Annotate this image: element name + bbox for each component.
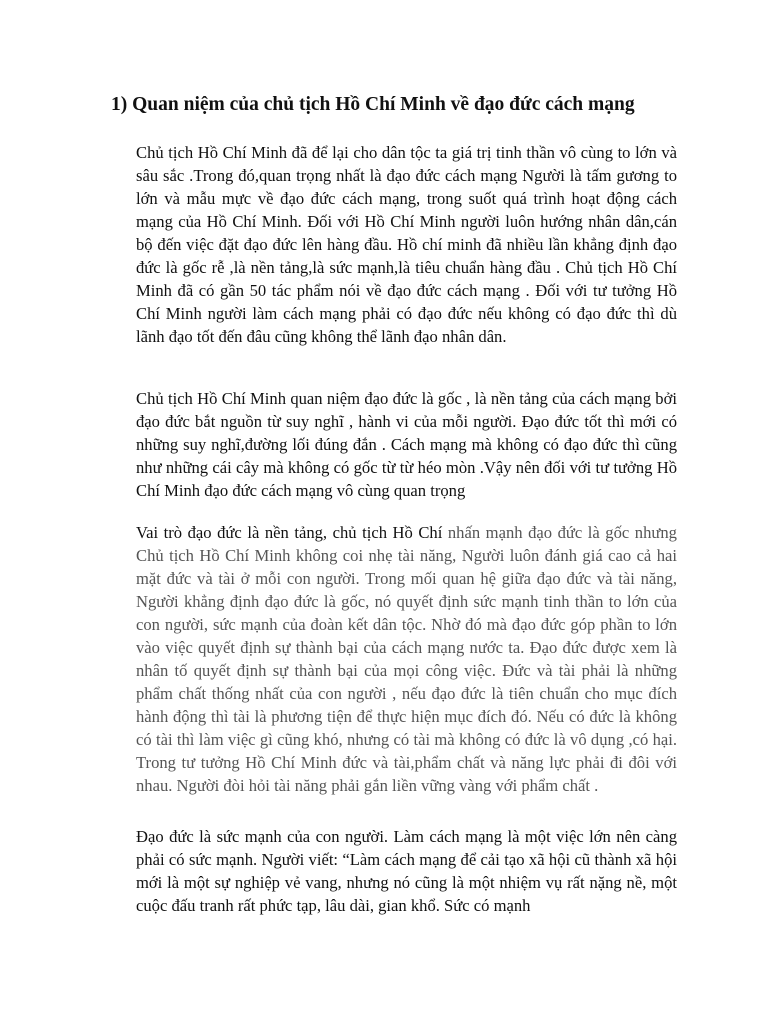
paragraph-4: Đạo đức là sức mạnh của con người. Làm cách mạng là một việc lớn nên càng phải có sức mạnh. Người viết: “Làm cách mạng để cải tạo xã hội cũ thành xã hội mới là một sự nghiệp vẻ vang, nhưng nó cũng là một nhiệm vụ rất nặng nề, một cuộc đấu tranh rất phức tạp, lâu dài, gian khổ. Sức có mạnh [136,827,677,915]
paragraph-3-lead: Vai trò đạo đức là nền tảng, chủ tịch Hồ Chí [136,523,448,542]
paragraph-2: Chủ tịch Hồ Chí Minh quan niệm đạo đức là gốc , là nền tảng của cách mạng bởi đạo đức bắt nguồn từ suy nghĩ , hành vi của mỗi người. Đạo đức tốt thì mới có những suy nghĩ,đường lối đúng đắn . Cách mạng mà không có đạo đức thì cũng như những cái cây mà không có gốc từ từ héo mòn .Vậy nên đối với tư tưởng Hồ Chí Minh đạo đức cách mạng vô cùng quan trọng [136,389,677,500]
paragraph-3 [136,521,677,820]
paragraph-3-body: nhấn mạnh đạo đức là gốc nhưng Chủ tịch Hồ Chí Minh không coi nhẹ tài năng, Người luôn đánh giá cao cả hai mặt đức và tài ở mỗi con người. Trong mối quan hệ giữa đạo đức và tài năng, Người khẳng định đạo đức là gốc, nó quyết định sức mạnh tinh thần to lớn của con người, sức mạnh của đoàn kết dân tộc. Nhờ đó mà đạo đức góp phần to lớn vào việc quyết định sự thành bại của cách mạng nước ta. Đạo đức được xem là nhân tố quyết định sự thành bại của mọi công việc. Đức và tài phải là những phẩm chất thống nhất của con người , nếu đạo đức là tiên chuẩn cho mục đích hành động thì tài là phương tiện để thực hiện mục đích đó. Nếu có đức là không có tài thì làm việc gì cũng khó, nhưng có tài mà không có đức là vô dụng ,có hại. Trong tư tưởng Hồ Chí Minh đức và tài,phẩm chất và năng lực phải đi đôi với nhau. Người đòi hỏi tài năng phải gắn liền vững vàng với phẩm chất . [136,523,677,795]
paragraph-1: Chủ tịch Hồ Chí Minh đã để lại cho dân tộc ta giá trị tinh thần vô cùng to lớn và sâu sắc .Trong đó,quan trọng nhất là đạo đức cách mạng Người là tấm gương to lớn và mẫu mực về đạo đức cách mạng, trong suốt quá trình hoạt động cách mạng của Hồ Chí Minh. Đối với Hồ Chí Minh người luôn hướng nhân dân,cán bộ đến việc đặt đạo đức lên hàng đầu. Hồ chí minh đã nhiều lần khẳng định đạo đức là gốc rễ ,là nền tảng,là sức mạnh,là tiêu chuẩn hàng đầu . Chủ tịch Hồ Chí Minh đã có gần 50 tác phẩm nói về đạo đức cách mạng . Đối với tư tưởng Hồ Chí Minh người làm cách mạng phải có đạo đức nếu không có đạo đức thì dù lãnh đạo tốt đến đâu cũng không thể lãnh đạo nhân dân. [136,143,677,346]
page-title: 1) Quan niệm của chủ tịch Hồ Chí Minh về đạo đức cách mạng [111,94,635,115]
